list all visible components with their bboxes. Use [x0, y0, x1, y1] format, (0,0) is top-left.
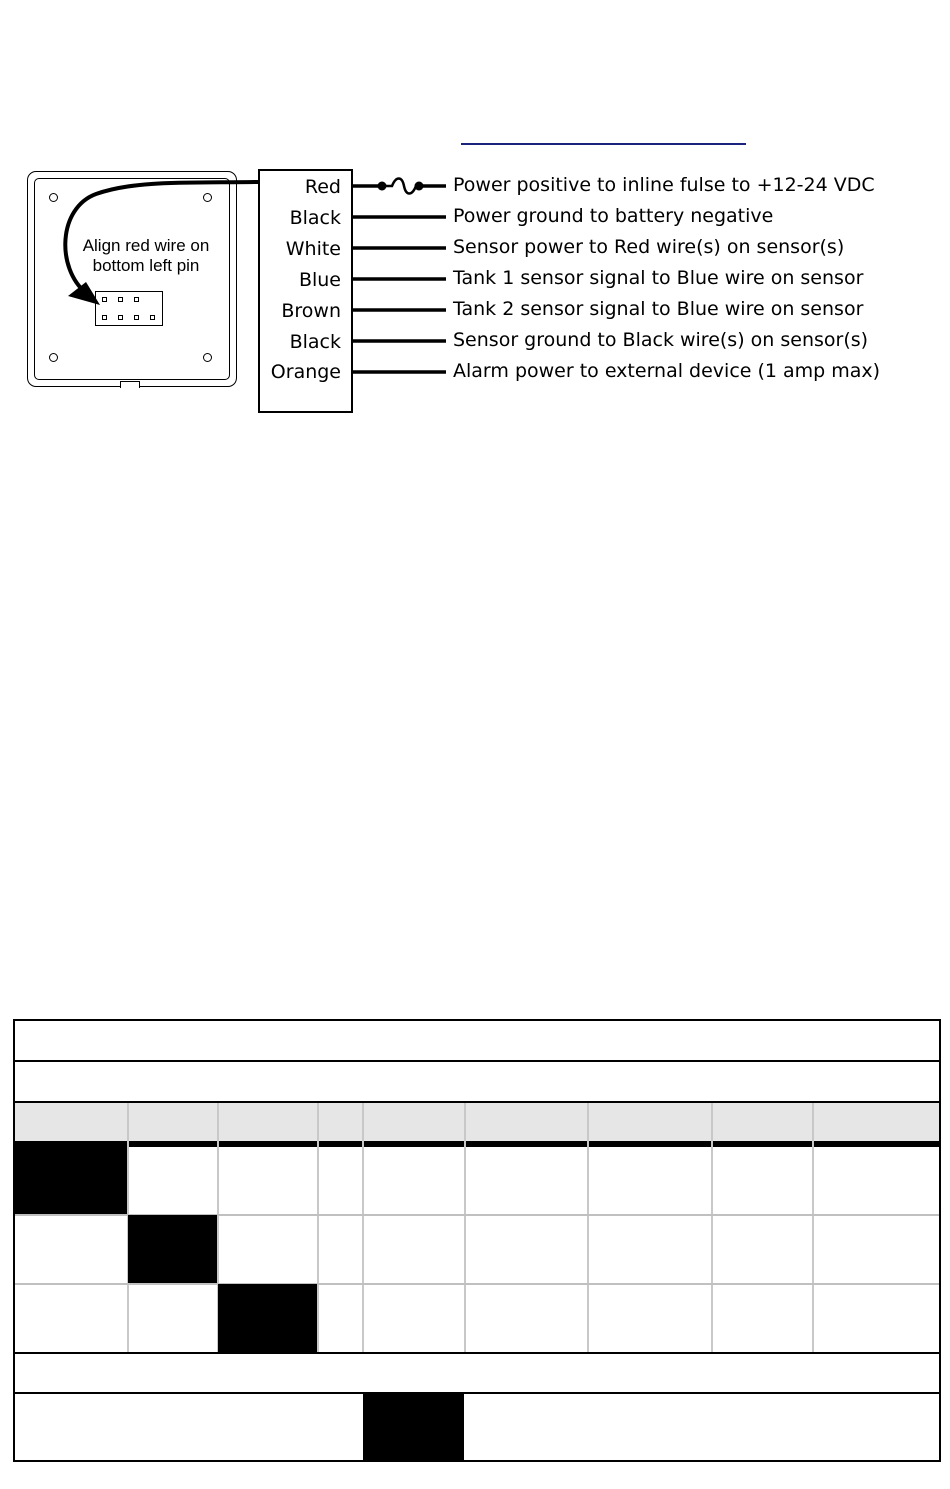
settings-table: [13, 1019, 941, 1462]
wire-label-red: Red: [304, 176, 341, 198]
wire-desc-black-power: Power ground to battery negative: [453, 205, 774, 227]
wire-label-brown: Brown: [281, 300, 341, 322]
table-column-divider: [362, 1103, 364, 1353]
wire-leads: [353, 179, 446, 373]
wire-desc-orange: Alarm power to external device (1 amp max): [453, 360, 881, 382]
table-column-divider: [464, 1103, 466, 1353]
fuse-terminal-right: [415, 182, 424, 191]
wire-label-black-power: Black: [289, 207, 341, 229]
table-divider: [15, 1060, 939, 1062]
align-note-line-1: Align red wire on: [82, 236, 210, 255]
table-cell-filled: [363, 1394, 464, 1460]
table-cell-filled: [15, 1147, 127, 1214]
table-column-divider: [812, 1103, 814, 1353]
table-row-divider: [15, 1283, 939, 1285]
fuse-icon: [382, 179, 419, 194]
wire-label-blue: Blue: [298, 269, 341, 291]
table-divider: [15, 1392, 939, 1394]
table-header-underline: [15, 1141, 939, 1147]
wire-desc-brown: Tank 2 sensor signal to Blue wire on sensor: [453, 298, 864, 320]
table-divider: [15, 1101, 939, 1103]
align-note-line-2: bottom left pin: [92, 256, 200, 275]
table-divider: [15, 1352, 939, 1354]
wire-desc-white: Sensor power to Red wire(s) on sensor(s): [453, 236, 845, 258]
wire-label-black-sensor: Black: [289, 331, 341, 353]
red-wire-curve: [65, 182, 258, 293]
wire-desc-black-sensor: Sensor ground to Black wire(s) on sensor(s): [453, 329, 869, 351]
wire-label-white: White: [285, 238, 341, 260]
fuse-terminal-left: [378, 182, 387, 191]
arrow-head-icon: [68, 282, 100, 305]
wire-desc-blue: Tank 1 sensor signal to Blue wire on sensor: [453, 267, 864, 289]
wire-desc-red: Power positive to inline fulse to +12-24 VDC: [453, 174, 875, 196]
wire-label-orange: Orange: [270, 361, 341, 383]
table-cell-filled: [128, 1215, 217, 1283]
table-column-divider: [317, 1103, 319, 1353]
table-header-row: [15, 1103, 939, 1141]
table-column-divider: [711, 1103, 713, 1353]
table-column-divider: [587, 1103, 589, 1353]
wire-color-box: [258, 169, 353, 413]
table-cell-filled: [218, 1284, 317, 1352]
